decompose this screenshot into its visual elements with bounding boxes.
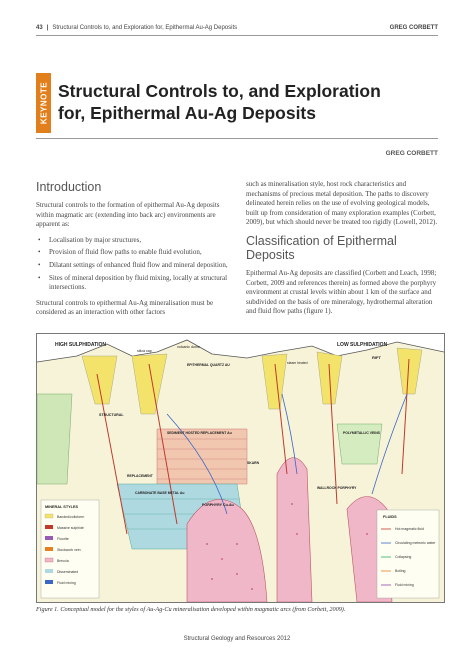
list-item: • Provision of fluid flow paths to enable fluid evolution,	[36, 248, 231, 258]
legend-style-item: Banded/colloform	[57, 515, 85, 519]
list-item: • Sites of mineral deposition by fluid mixing, locally at structural intersections.	[36, 274, 231, 293]
article-author: GREG CORBETT	[385, 150, 438, 157]
polymetallic-zone	[337, 424, 382, 464]
sediment-block	[157, 429, 247, 484]
legend-style-item: Massive sulphide	[57, 526, 84, 530]
col2-paragraph-1: such as mineralisation style, host rock characteristics and mechanisms of precious metal deposition. The paths to discovery delineated herein relies on the use of evolving geological models, built up from consideration of many exploration examples (Corbett, 2009), but which should never be treated too rigidly (Lowell, 2012).	[246, 180, 438, 227]
col2-paragraph-2: Epithermal Au-Ag deposits are classified (Corbett and Leach, 1998; Corbett, 2009 and references therein) as formed above the porphyry environment at crustal levels within about 1 km of the surface and subdivided on the basis of ore mineralogy, hydrothermal alteration and fluid flow paths (figure 1).	[246, 268, 437, 316]
list-item: • Dilatant settings of enhanced fluid flow and mineral deposition,	[36, 261, 231, 271]
list-item: • Localisation by major structures,	[36, 236, 231, 246]
intro-paragraph-1: Structural controls to the formation of epithermal Au-Ag deposits within magmatic arc (extending into back arc) environments are apparent as:	[36, 201, 220, 229]
legend-heading-styles: MINERAL STYLES	[45, 505, 79, 509]
label-porphyry: PORPHYRY Cu-Au	[202, 503, 234, 507]
figure-illustration	[37, 334, 444, 602]
label-low-sulphidation: LOW SULPHIDATION	[337, 342, 388, 348]
label-rift: RIFT	[372, 355, 381, 360]
header-rule	[36, 35, 438, 36]
page-number: 43	[36, 25, 43, 31]
label-carbonate-base-metal: CARBONATE BASE METAL Au	[135, 491, 185, 495]
label-volcanic-dome: volcanic dome	[177, 345, 200, 349]
running-title: Structural Controls to, and Exploration for, Epithermal Au-Ag Deposits	[52, 25, 238, 31]
running-header: 43 | Structural Controls to, and Exploration for, Epithermal Au-Ag Deposits	[36, 25, 238, 31]
keynote-label: KEYNOTE	[39, 81, 48, 125]
legend-style-item: Breccia	[57, 559, 69, 563]
label-silica-cap: silica cap	[137, 349, 152, 353]
legend-fluid-item: Circulating meteoric water	[395, 541, 436, 545]
intrusion-stock	[277, 458, 312, 602]
label-replacement: REPLACEMENT	[127, 474, 153, 478]
label-skarn: SKARN	[247, 461, 260, 465]
title-rule	[36, 138, 438, 139]
label-sediment-hosted: SEDIMENT HOSTED REPLACEMENT Au	[167, 431, 232, 435]
intro-paragraph-2: Structural controls to epithermal Au-Ag mineralisation must be considered as an interaction with other factors	[36, 298, 214, 317]
legend-style-item: Disseminated	[57, 570, 79, 574]
label-steam-heated: steam heated	[287, 361, 308, 365]
legend-fluid-item: Collapsing	[395, 555, 412, 559]
label-wallrock-porphyry: WALLROCK PORPHYRY	[317, 486, 357, 490]
intro-bullet-list	[36, 236, 231, 293]
keynote-tab	[36, 73, 51, 133]
legend-fluid-item: Hot magmatic fluid	[395, 527, 424, 531]
legend-fluid-item: Fluid mixing	[395, 583, 414, 587]
section-heading-introduction: Introduction	[36, 180, 102, 194]
column-left	[36, 180, 231, 324]
label-structural: STRUCTURAL	[99, 413, 124, 417]
article-title: Structural Controls to, and Exploration for, Epithermal Au-Ag Deposits	[58, 81, 381, 123]
label-high-sulphidation: HIGH SULPHIDATION	[55, 342, 107, 348]
header-author: GREG CORBETT	[389, 25, 438, 31]
legend-style-item: Stockwork vein	[57, 548, 81, 552]
figure-caption: Figure 1. Conceptual model for the styles of Au-Ag-Cu mineralisation developed within magmatic arcs (from Corbett, 2009).	[36, 606, 346, 613]
legend-style-item: Fluid mixing	[57, 581, 76, 585]
legend-heading-fluids: FLUIDS	[383, 515, 397, 519]
green-alteration-left	[37, 394, 72, 484]
label-epithermal-quartz-au: EPITHERMAL QUARTZ AU	[187, 363, 230, 367]
column-right	[246, 180, 442, 323]
section-heading-classification: Classification of Epithermal Deposits	[246, 233, 397, 262]
legend-style-item: Fluorite	[57, 537, 69, 541]
legend-fluid-item: Boiling	[395, 569, 406, 573]
figure-conceptual-model	[36, 333, 445, 603]
label-polymetallic: POLYMETALLIC VEINS	[343, 431, 380, 435]
page-footer: Structural Geology and Resources 2012	[183, 636, 291, 642]
